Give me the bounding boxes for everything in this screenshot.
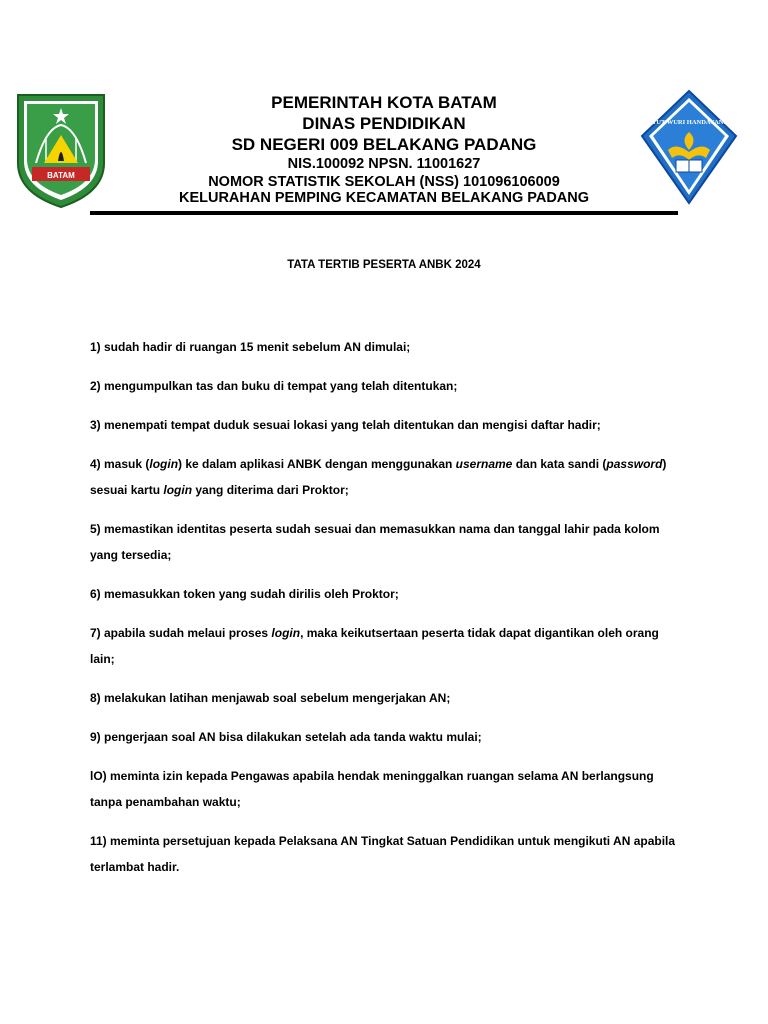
rule-text: 7) apabila sudah melaui proses: [90, 626, 272, 640]
rule-text: 5) memastikan identitas peserta sudah sesuai dan memasukkan nama dan tanggal lahir pada kolom yang tersedia;: [90, 522, 660, 562]
rule-text: 11) meminta persetujuan kepada Pelaksana AN Tingkat Satuan Pendidikan untuk mengikuti AN apabila terlambat hadir.: [90, 834, 676, 874]
rules-list: [90, 334, 680, 893]
svg-text:BATAM: BATAM: [47, 171, 75, 180]
letterhead-school-name: SD NEGERI 009 BELAKANG PADANG: [231, 135, 537, 154]
rule-item: [90, 373, 680, 399]
rule-text: , maka keikutsertaan peserta tidak dapat digantikan oleh orang lain;: [90, 626, 659, 666]
letterhead-address: KELURAHAN PEMPING KECAMATAN BELAKANG PADANG: [178, 190, 590, 206]
rule-text: dan kata sandi (: [512, 457, 607, 471]
letterhead-department: DINAS PENDIDIKAN: [302, 114, 466, 133]
rule-item: [90, 516, 680, 568]
rule-text: ) sesuai kartu: [90, 457, 667, 497]
document-title: TATA TERTIB PESERTA ANBK 2024: [287, 259, 481, 271]
rule-text: 3) menempati tempat duduk sesuai lokasi yang telah ditentukan dan mengisi daftar hadir;: [90, 418, 601, 432]
rule-text: 4) masuk (: [90, 457, 150, 471]
rule-item: [90, 412, 680, 438]
rule-text: 1) sudah hadir di ruangan 15 menit sebelum AN dimulai;: [90, 340, 411, 354]
rule-item: [90, 763, 680, 815]
rule-italic-term: login: [163, 483, 193, 497]
letterhead-divider: [90, 211, 678, 215]
rule-text: ) ke dalam aplikasi ANBK dengan menggunakan: [178, 457, 456, 471]
tut-wuri-handayani-icon: [638, 88, 740, 206]
rule-item: [90, 828, 680, 880]
letterhead-nss: NOMOR STATISTIK SEKOLAH (NSS) 101096106009: [208, 173, 560, 190]
rule-italic-term: login: [271, 626, 301, 640]
rule-text: lO) meminta izin kepada Pengawas apabila hendak meninggalkan ruangan selama AN berlangsung tanpa penambahan waktu;: [90, 769, 654, 809]
batam-emblem-icon: [16, 93, 106, 209]
letterhead-nis-npsn: NIS.100092 NPSN. 11001627: [287, 156, 481, 172]
rule-item: [90, 685, 680, 711]
rule-text: 9) pengerjaan soal AN bisa dilakukan setelah ada tanda waktu mulai;: [90, 730, 482, 744]
rule-item: [90, 724, 680, 750]
svg-text:TUT WURI HANDAYANI: TUT WURI HANDAYANI: [651, 119, 727, 126]
rule-italic-term: password: [606, 457, 663, 471]
letterhead: [130, 94, 638, 206]
rule-text: 6) memasukkan token yang sudah dirilis oleh Proktor;: [90, 587, 399, 601]
rule-item: [90, 334, 680, 360]
rule-text: 8) melakukan latihan menjawab soal sebelum mengerjakan AN;: [90, 691, 451, 705]
rule-italic-term: login: [149, 457, 179, 471]
letterhead-government: PEMERINTAH KOTA BATAM: [271, 93, 497, 112]
rule-text: 2) mengumpulkan tas dan buku di tempat yang telah ditentukan;: [90, 379, 458, 393]
rule-item: [90, 581, 680, 607]
rule-italic-term: username: [455, 457, 513, 471]
rule-text: yang diterima dari Proktor;: [192, 483, 349, 497]
rule-item: [90, 451, 680, 503]
rule-item: [90, 620, 680, 672]
